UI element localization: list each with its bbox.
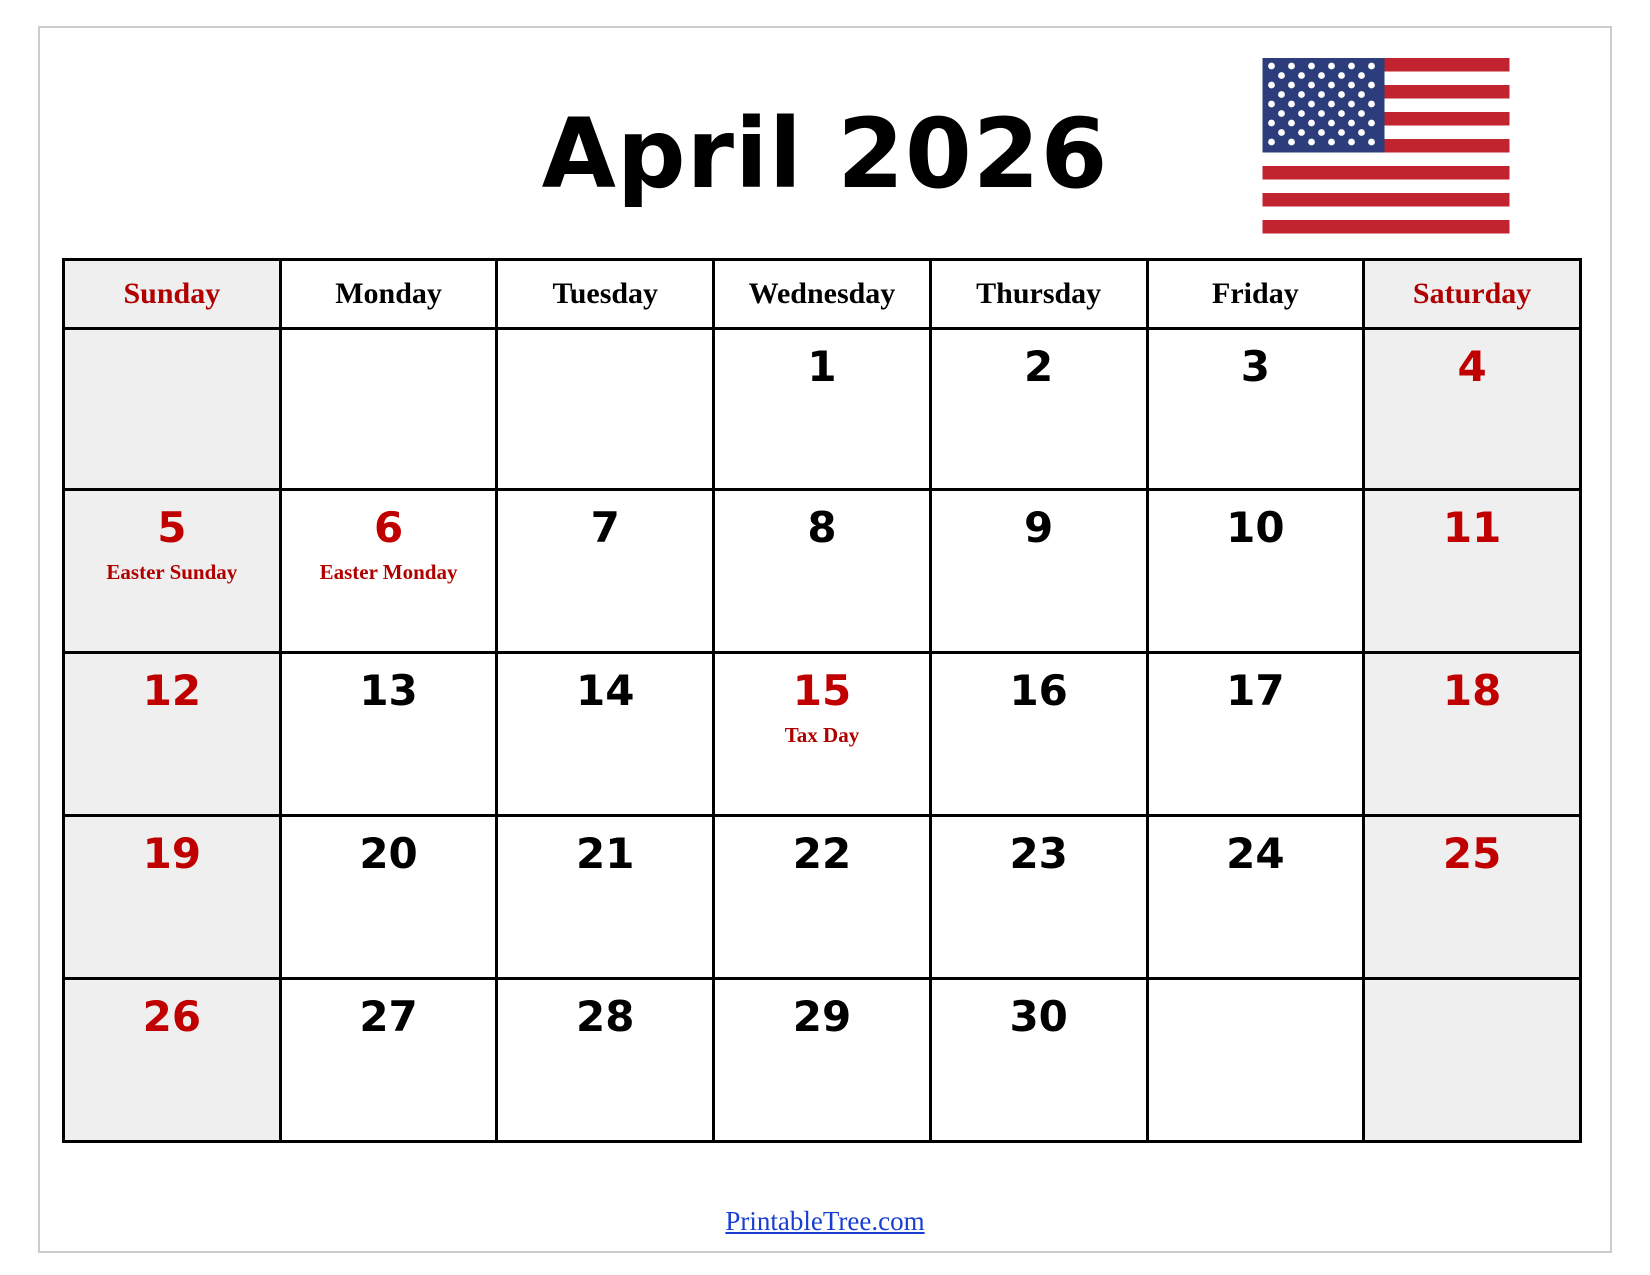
day-number: [65, 330, 279, 346]
calendar-week-row: [64, 653, 1581, 816]
calendar-day-cell[interactable]: [930, 329, 1147, 490]
day-number: 18: [1442, 666, 1502, 715]
weekday-header-saturday: Saturday: [1364, 260, 1581, 329]
day-number: 21: [576, 829, 635, 878]
day-number: 27: [359, 992, 418, 1041]
day-number: 13: [359, 666, 418, 715]
calendar-day-cell[interactable]: [930, 490, 1147, 653]
calendar-week-row: [64, 979, 1581, 1142]
calendar-day-cell[interactable]: [280, 329, 497, 490]
weekday-header-tuesday: Tuesday: [497, 260, 714, 329]
calendar-day-cell[interactable]: [64, 653, 281, 816]
calendar-grid: [62, 258, 1582, 1143]
weekday-header-monday: Monday: [280, 260, 497, 329]
page-title: April 2026: [541, 98, 1109, 210]
day-number: 15: [792, 666, 852, 715]
day-number: 20: [359, 829, 418, 878]
calendar-day-cell[interactable]: [930, 816, 1147, 979]
calendar-day-cell[interactable]: [714, 979, 931, 1142]
day-event: Tax Day: [784, 723, 860, 747]
calendar-day-cell[interactable]: [280, 490, 497, 653]
calendar-day-cell[interactable]: [497, 653, 714, 816]
calendar-day-cell[interactable]: [714, 653, 931, 816]
calendar-day-cell[interactable]: [1147, 653, 1364, 816]
calendar-day-cell[interactable]: [64, 816, 281, 979]
calendar-day-cell[interactable]: [1147, 329, 1364, 490]
calendar-day-cell[interactable]: [280, 653, 497, 816]
day-number: 19: [142, 829, 202, 878]
calendar-day-cell[interactable]: [497, 490, 714, 653]
day-number: 14: [576, 666, 635, 715]
day-number: [498, 330, 712, 346]
day-number: 22: [792, 829, 852, 878]
calendar-day-cell[interactable]: [930, 653, 1147, 816]
calendar-day-cell[interactable]: [1364, 329, 1581, 490]
calendar-day-cell[interactable]: [497, 816, 714, 979]
day-number: 7: [590, 503, 620, 552]
calendar-day-cell[interactable]: [1364, 653, 1581, 816]
weekday-header-friday: Friday: [1147, 260, 1364, 329]
usa-flag-icon: [1262, 58, 1510, 234]
day-number: 8: [807, 503, 837, 552]
day-number: [1365, 980, 1579, 996]
calendar-week-row: [64, 329, 1581, 490]
calendar-day-cell[interactable]: [64, 979, 281, 1142]
day-number: 5: [157, 503, 187, 552]
day-number: 25: [1442, 829, 1502, 878]
weekday-header-sunday: Sunday: [64, 260, 281, 329]
calendar-day-cell[interactable]: [1147, 816, 1364, 979]
day-number: 9: [1024, 503, 1054, 552]
day-event: Easter Monday: [319, 560, 458, 584]
day-number: 11: [1442, 503, 1502, 552]
day-number: [282, 330, 496, 346]
calendar-day-cell[interactable]: [280, 979, 497, 1142]
day-number: 4: [1457, 342, 1487, 391]
day-event: Easter Sunday: [106, 560, 238, 584]
day-number: 24: [1226, 829, 1285, 878]
calendar-day-cell[interactable]: [497, 329, 714, 490]
calendar-day-cell[interactable]: [280, 816, 497, 979]
day-number: 16: [1009, 666, 1068, 715]
day-number: 6: [373, 503, 404, 552]
day-number: 12: [142, 666, 202, 715]
calendar-day-cell[interactable]: [930, 979, 1147, 1142]
day-number: 1: [807, 342, 837, 391]
weekday-header-thursday: Thursday: [930, 260, 1147, 329]
day-number: 30: [1009, 992, 1068, 1041]
calendar-day-cell[interactable]: [1147, 979, 1364, 1142]
day-number: 17: [1226, 666, 1285, 715]
day-number: [1149, 980, 1363, 996]
weekday-header-wednesday: Wednesday: [714, 260, 931, 329]
day-number: 23: [1009, 829, 1068, 878]
day-number: 26: [142, 992, 202, 1041]
calendar-day-cell[interactable]: [64, 490, 281, 653]
calendar-day-cell[interactable]: [714, 329, 931, 490]
day-number: 3: [1240, 342, 1270, 391]
calendar-day-cell[interactable]: [497, 979, 714, 1142]
calendar-day-cell[interactable]: [1364, 816, 1581, 979]
calendar-day-cell[interactable]: [714, 816, 931, 979]
day-number: 29: [792, 992, 852, 1041]
day-number: 2: [1024, 342, 1054, 391]
calendar-day-cell[interactable]: [1364, 979, 1581, 1142]
day-number: 28: [576, 992, 635, 1041]
calendar-header: [36, 28, 1614, 218]
calendar-day-cell[interactable]: [1364, 490, 1581, 653]
footer: [0, 1206, 1650, 1237]
calendar-week-row: [64, 816, 1581, 979]
calendar-day-cell[interactable]: [714, 490, 931, 653]
weekday-header-row: [64, 260, 1581, 329]
printabletree-link[interactable]: PrintableTree.com: [725, 1206, 925, 1236]
calendar-week-row: [64, 490, 1581, 653]
day-number: 10: [1226, 503, 1285, 552]
calendar-day-cell[interactable]: [64, 329, 281, 490]
calendar-day-cell[interactable]: [1147, 490, 1364, 653]
